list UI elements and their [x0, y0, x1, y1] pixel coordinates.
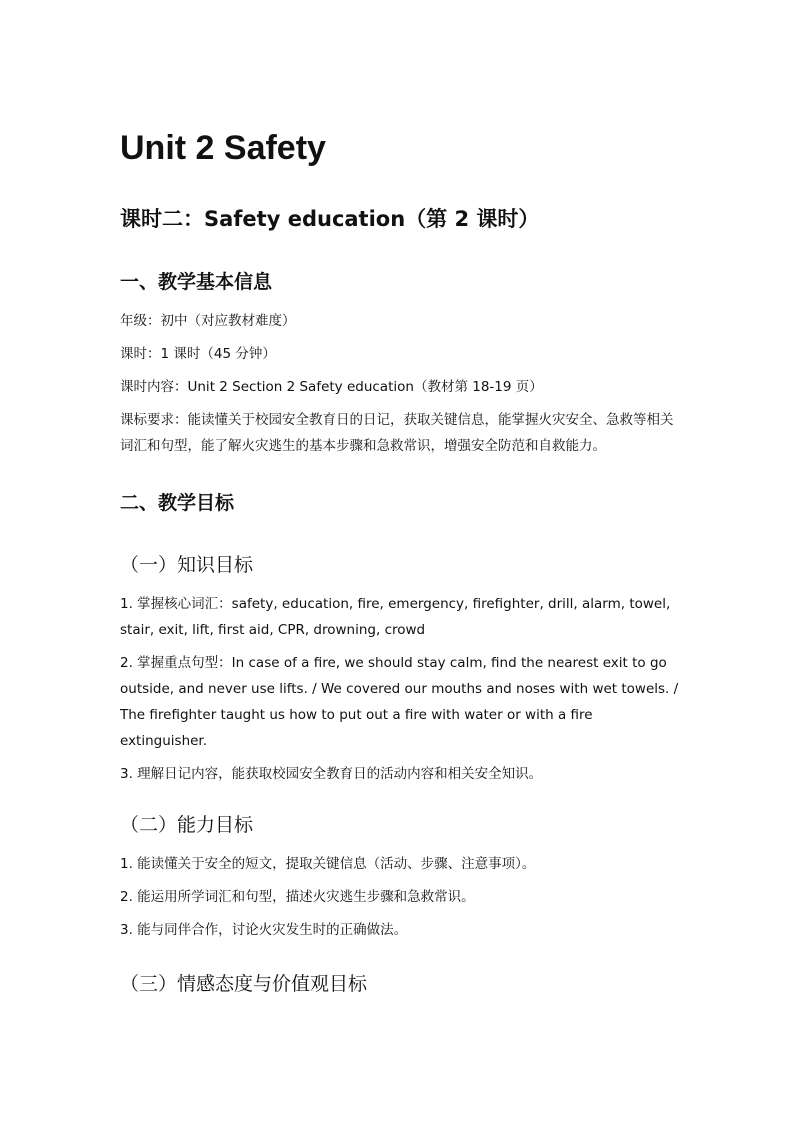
knowledge-item: 3. 理解日记内容，能获取校园安全教育日的活动内容和相关安全知识。	[120, 766, 543, 782]
ability-item: 2. 能运用所学词汇和句型，描述火灾逃生步骤和急救常识。	[120, 889, 475, 905]
lesson-subtitle: 课时二：Safety education（第 2 课时）	[120, 207, 540, 231]
document-title: Unit 2 Safety	[120, 129, 326, 167]
hours-line: 课时：1 课时（45 分钟）	[120, 346, 276, 362]
ability-item: 3. 能与同伴合作，讨论火灾发生时的正确做法。	[120, 922, 408, 938]
subsection-heading-emotion: （三）情感态度与价值观目标	[120, 973, 368, 995]
ability-item: 1. 能读懂关于安全的短文，提取关键信息（活动、步骤、注意事项）。	[120, 856, 536, 872]
content-line: 课时内容：Unit 2 Section 2 Safety education（教材第 18-19 页）	[120, 379, 543, 395]
section-heading-objectives: 二、教学目标	[120, 492, 235, 514]
knowledge-item: 2. 掌握重点句型：In case of a fire, we should stay calm, find the nearest exit to go outside, and never use lifts. / We covered our mouths and noses with wet towels. / The firefighter taught us how to put out a fire with water or with a fire extinguisher.	[120, 655, 679, 749]
grade-line: 年级：初中（对应教材难度）	[120, 313, 296, 329]
knowledge-item: 1. 掌握核心词汇：safety, education, fire, emergency, firefighter, drill, alarm, towel, stair, exit, lift, first aid, CPR, drowning, crowd	[120, 596, 671, 638]
curriculum-requirement: 课标要求：能读懂关于校园安全教育日的日记，获取关键信息，能掌握火灾安全、急救等相关词汇和句型，能了解火灾逃生的基本步骤和急救常识，增强安全防范和自救能力。	[120, 412, 674, 454]
document-body	[120, 126, 680, 998]
section-heading-basic-info: 一、教学基本信息	[120, 271, 273, 293]
subsection-heading-ability: （二）能力目标	[120, 814, 254, 836]
subsection-heading-knowledge: （一）知识目标	[120, 554, 254, 576]
